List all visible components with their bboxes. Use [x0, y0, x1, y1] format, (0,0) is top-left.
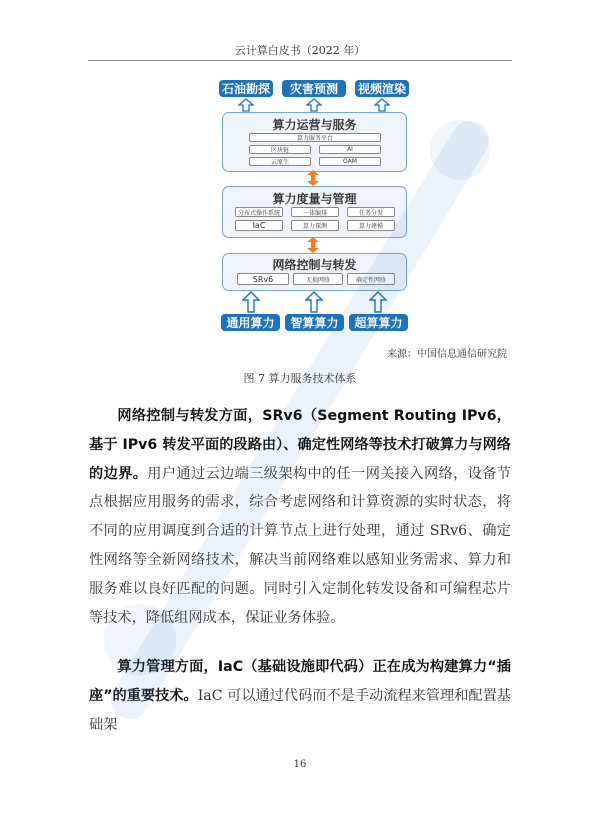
paragraph-lead: 算力管理方面，IaC（基础设施即代码）正在成为构建算力“插座”的重要技术。: [89, 659, 511, 704]
cell-oam: OAM: [319, 157, 381, 166]
top-box-oil: 石油勘探: [219, 80, 273, 97]
top-box-disaster: 灾害预测: [282, 80, 346, 97]
page-number: 16: [293, 759, 307, 770]
paragraph-body: 用户通过云边端三级架构中的任一网关接入网络，设备节点根据应用服务的需求，综合考虑网络和计算资源的实时状态，将不同的应用调度到合适的计算节点上进行处理，通过 SRv6、确定性网络等全新网络技术，解决当前网络难以感知业务需求、算力和服务难以良好匹配的问题。同时引入定制化转发设备和可编程芯片等技术，降低组网成本，保证业务体验。: [89, 465, 511, 626]
running-header: 云计算白皮书（2022 年）: [234, 44, 366, 57]
cell-srv6: SRv6: [237, 273, 289, 285]
layer-network-control: [222, 253, 407, 291]
cell-task-dispatch: 任务分发: [347, 207, 395, 217]
figure-caption: 图 7 算力服务技术体系: [243, 372, 357, 385]
figure-source: 来源：中国信息通信研究院: [387, 349, 507, 360]
double-arrow-icon: [306, 237, 320, 253]
paragraph-network: [89, 402, 511, 632]
double-arrow-icon: [306, 170, 320, 186]
up-arrow-icon: [242, 291, 260, 313]
up-arrow-icon: [305, 291, 323, 313]
bottom-box-general: 通用算力: [221, 314, 280, 331]
cell-probe: 算力探测: [291, 220, 339, 231]
bottom-box-intelligent: 智算算力: [285, 314, 344, 331]
layer-title: 算力运营与服务: [272, 118, 357, 132]
layer-measurement-management: [222, 186, 407, 238]
platform-cell: 算力服务平台: [249, 133, 381, 142]
layer-title: 算力度量与管理: [272, 192, 357, 206]
cell-iac: IaC: [235, 220, 283, 231]
compute-service-diagram: [0, 0, 600, 340]
cell-cloud-native: 云原生: [249, 157, 311, 166]
paragraph-management: [89, 653, 511, 739]
cell-ai: AI: [319, 145, 381, 154]
cell-modeling: 算力建模: [347, 220, 395, 231]
up-arrow-icon: [306, 98, 322, 112]
cell-orchestration: 一体编排: [291, 207, 339, 217]
up-arrow-icon: [238, 98, 254, 112]
layer-operation-service: [222, 112, 407, 172]
paragraph-body: IaC 可以通过代码而不是手动流程来管理和配置基础架: [89, 687, 511, 733]
layer-title: 网络控制与转发: [272, 258, 357, 272]
bottom-box-super: 超算算力: [349, 314, 408, 331]
up-arrow-icon: [374, 98, 390, 112]
up-arrow-icon: [369, 291, 387, 313]
paragraph-lead: 网络控制与转发方面，SRv6（Segment Routing IPv6，基于 IPv6 转发平面的段路由）、确定性网络等技术打破算力与网络的边界。: [89, 408, 511, 482]
cell-distributed-os: 分布式操作系统: [235, 207, 283, 217]
cell-lossless: 无损网络: [293, 273, 343, 285]
cell-blockchain: 区块链: [249, 145, 311, 154]
cell-deterministic: 确定性网络: [347, 273, 395, 285]
top-box-video: 视频渲染: [355, 80, 409, 97]
